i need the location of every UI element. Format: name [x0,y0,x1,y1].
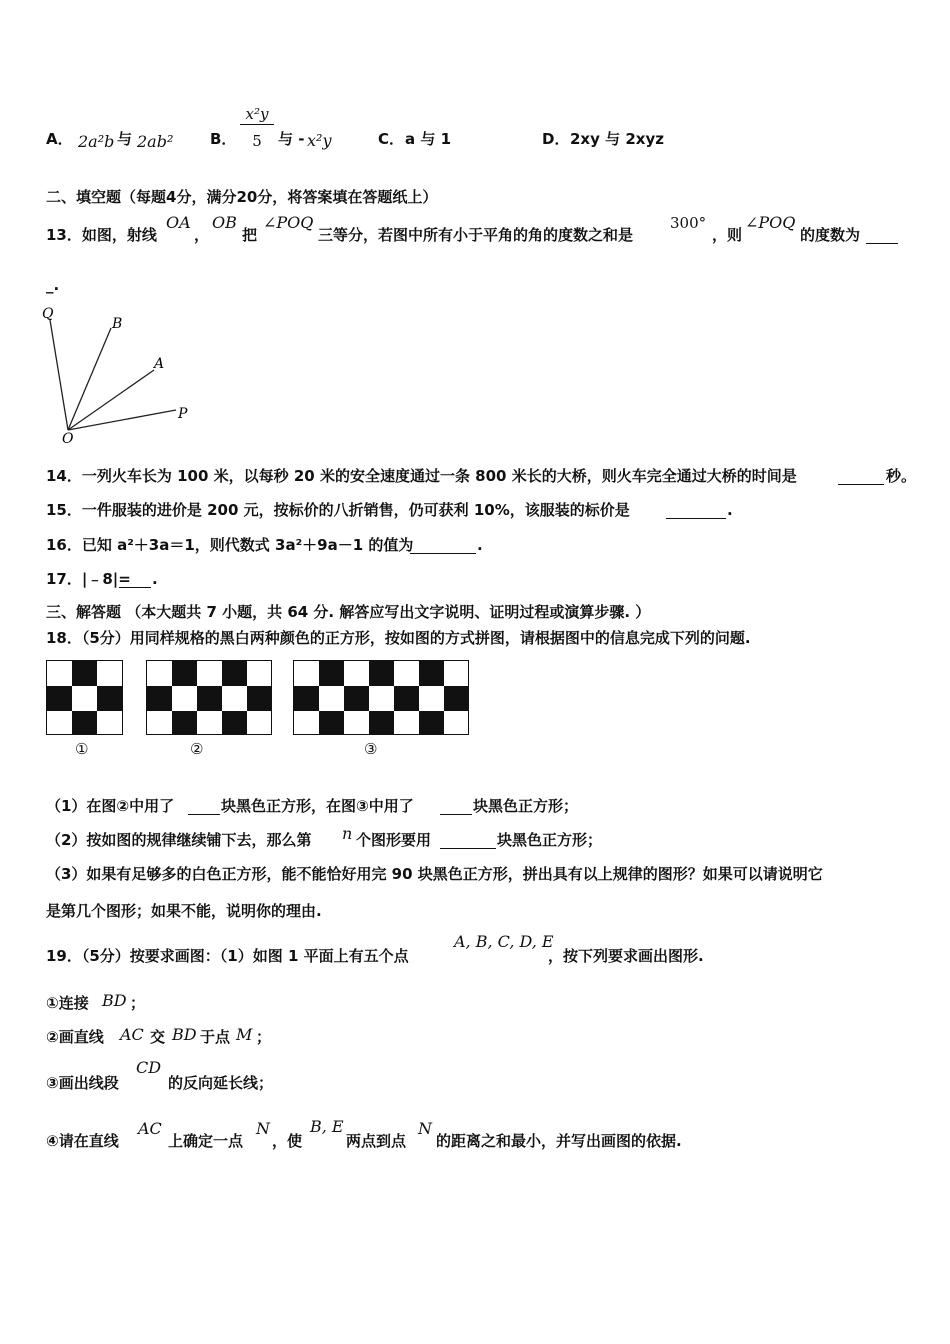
q14-text: 14．一列火车长为 100 米，以每秒 20 米的安全速度通过一条 800 米长的大桥，则火车完全通过大桥的时间是 [46,467,797,485]
angle-figure [38,300,198,445]
q19-step2-ac: AC [120,1025,144,1044]
option-b-join: 与 - [278,130,305,148]
q19-step4-e: 的距离之和最小，并写出画图的依据. [436,1132,682,1150]
q19-step1-b: ； [130,994,146,1012]
section-2-heading: 二、填空题（每题4分，满分20分，将答案填在答题纸上） [46,188,438,206]
q18-part2-b: 个图形要用 [356,831,432,849]
q13-math-oa: OA [166,213,191,232]
q19-step4-be: B, E [310,1117,344,1136]
q17-blank [119,570,151,588]
ray-op [68,410,176,430]
q18-stem: 18．（5分）用同样规格的黑白两种颜色的正方形，按如图的方式拼图，请根据图中的信息完成下列的问题. [46,629,751,647]
option-b-label: B． [210,130,237,148]
q19-step2-a: ②画直线 [46,1028,104,1046]
option-b-denominator: 5 [252,132,262,150]
section-3-heading: 三、解答题 （本大题共 7 小题，共 64 分. 解答应写出文字说明、证明过程或演算步骤. ） [46,603,651,621]
q13-math-ob: OB [212,213,237,232]
q13-text-2: ， [194,226,210,244]
q19-step4-n-2: N [418,1119,432,1138]
q15-text: 15．一件服装的进价是 200 元，按标价的八折销售，仍可获利 10%，该服装的标价是 [46,501,630,519]
q19-step3-a: ③画出线段 [46,1074,119,1092]
option-d-label: D． [542,130,570,148]
q19-step4-b: 上确定一点 [168,1132,244,1150]
q19-step2-c: 于点 [200,1028,231,1046]
option-a-expr1: 2a²b [78,132,115,151]
q19-step1-bd: BD [102,991,127,1010]
q19-step3-b: 的反向延长线； [168,1074,274,1092]
figure-2-label: ② [190,740,204,758]
q19-stem-a: 19．（5分）按要求画图：（1）如图 1 平面上有五个点 [46,947,409,965]
q19-step2-m: M [236,1025,253,1044]
q18-part2-blank [440,831,496,849]
label-q: Q [42,306,54,322]
label-o: O [62,431,74,445]
option-c-label: C． [378,130,405,148]
q18-part3-line2: 是第几个图形；如果不能，说明你的理由. [46,902,322,920]
q15-tail: . [727,501,733,519]
option-d-text: 2xy 与 2xyz [570,130,664,148]
q18-part1-blank-1 [188,797,220,815]
q18-part2-a: （2）按如图的规律继续铺下去，那么第 [46,831,312,849]
q13-text-1: 13．如图，射线 [46,226,157,244]
q14-tail: 秒。 [886,467,917,485]
pattern-figure-2 [146,660,272,735]
option-a-expr2: 2ab² [137,132,174,151]
q17-tail: . [152,570,158,588]
q18-part1-blank-2 [440,797,472,815]
q16-text: 16．已知 a²＋3a＝1，则代数式 3a²＋9a－1 的值为 [46,536,414,554]
label-a: A [154,356,165,372]
q19-step4-a: ④请在直线 [46,1132,119,1150]
q18-part2-n: n [342,824,353,843]
option-b-expr2: x²y [307,131,332,150]
ray-oq [50,320,68,430]
q17-text: 17．|﹣8|= [46,570,131,588]
label-b: B [112,316,123,332]
option-b-numerator: x²y [240,104,274,125]
q13-text-4: 三等分，若图中所有小于平角的角的度数之和是 [318,226,634,244]
q19-step2-d: ； [256,1028,272,1046]
option-a-join: 与 [117,130,133,148]
q15-blank [666,501,726,519]
q18-part1-c: 块黑色正方形； [473,797,579,815]
figure-1-label: ① [75,740,89,758]
q19-step4-n: N [256,1119,270,1138]
option-c-text: a 与 1 [405,130,452,148]
q13-math-300: 300° [670,214,707,232]
q14-blank [838,467,884,485]
q13-text-5: ，则 [712,226,743,244]
q19-step2-b: 交 [150,1028,166,1046]
q19-step3-cd: CD [136,1058,162,1077]
q19-step4-c: ，使 [272,1132,303,1150]
q13-text-3: 把 [242,226,258,244]
q19-step1-a: ①连接 [46,994,89,1012]
q18-part1-a: （1）在图②中用了 [46,797,175,815]
option-a-label: A． [46,130,73,148]
q18-part2-c: 块黑色正方形； [497,831,603,849]
q19-step2-bd: BD [172,1025,197,1044]
q16-tail: . [477,536,483,554]
q13-tail: _. [46,276,60,294]
q18-part3-line1: （3）如果有足够多的白色正方形，能不能恰好用完 90 块黑色正方形，拼出具有以上规律的图形？如果可以请说明它 [46,865,823,883]
q19-stem-b: ，按下列要求画出图形. [548,947,704,965]
q18-part1-b: 块黑色正方形，在图③中用了 [221,797,414,815]
q13-answer-blank [866,226,898,244]
label-p: P [178,406,188,422]
q13-math-angle-2: ∠POQ [745,213,796,232]
q19-step4-d: 两点到点 [346,1132,407,1150]
pattern-figure-1 [46,660,123,735]
q19-step4-ac: AC [138,1119,162,1138]
q16-blank [410,536,476,554]
q13-text-6: 的度数为 [800,226,861,244]
q19-points: A, B, C, D, E [454,932,554,951]
pattern-figure-3 [293,660,469,735]
q13-math-angle: ∠POQ [263,213,314,232]
figure-3-label: ③ [364,740,378,758]
